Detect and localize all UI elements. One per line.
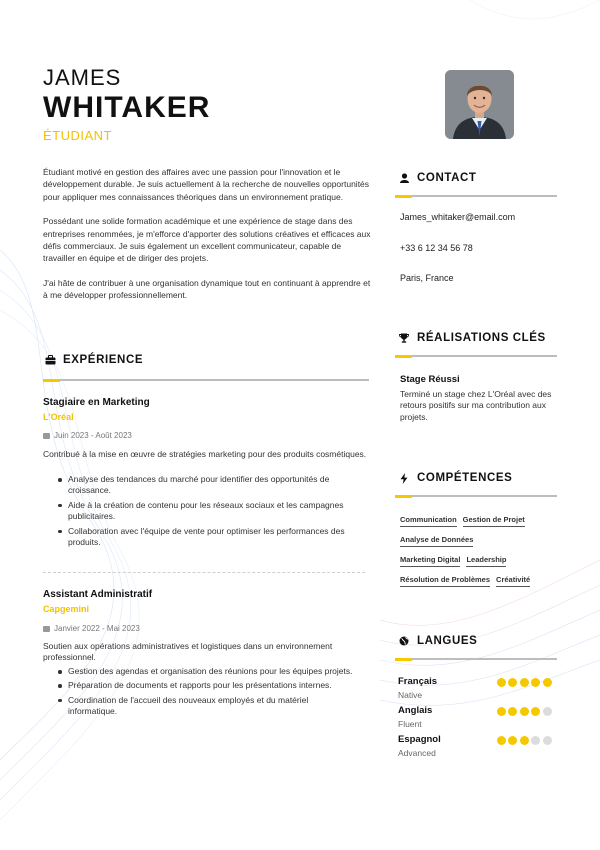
list-item: Analyse des tendances du marché pour identifier des opportunités de croissance. bbox=[52, 474, 357, 497]
calendar-icon bbox=[43, 433, 50, 439]
rating-dot bbox=[520, 707, 529, 716]
list-item: Collaboration avec l'équipe de vente pour optimiser les performances des produits. bbox=[52, 526, 357, 549]
job-2-bullets bbox=[52, 666, 357, 721]
achievement-title: Stage Réussi bbox=[400, 374, 460, 385]
profile-photo bbox=[445, 70, 514, 139]
language-level: Advanced bbox=[398, 748, 436, 758]
rating-dot bbox=[508, 707, 517, 716]
job-2-description: Soutien aux opérations administratives et logistiques dans un environnement professionnel. bbox=[43, 641, 333, 663]
language-rating bbox=[497, 678, 552, 687]
achievement-description: Terminé un stage chez L'Oréal avec des retours positifs sur ma contribution aux projets. bbox=[400, 389, 552, 422]
rating-dot bbox=[508, 678, 517, 687]
job-2-company: Capgemini bbox=[43, 604, 90, 614]
job-1-description: Contribué à la mise en œuvre de stratégies marketing pour des produits cosmétiques. bbox=[43, 449, 367, 459]
rating-dot bbox=[531, 707, 540, 716]
summary-paragraph: J'ai hâte de contribuer à une organisation dynamique tout en continuant à apprendre et à me développer professionnellement. bbox=[43, 277, 371, 301]
job-1-dates-text: Juin 2023 - Août 2023 bbox=[54, 431, 132, 440]
summary-paragraph: Possédant une solide formation académique et une expérience de stage dans des entreprises renommées, je m'efforce d'apporter des solutions créatives et efficaces aux défis commerciaux. Je suis également un excellent communicateur, capable de travailler en équipe et de diriger des projets. bbox=[43, 216, 371, 264]
skills-list bbox=[400, 515, 560, 595]
first-name: JAMES bbox=[43, 65, 122, 90]
job-1-dates bbox=[43, 431, 132, 440]
list-item: Coordination de l'accueil des nouveaux employés et du matériel informatique. bbox=[52, 695, 357, 718]
rating-dot bbox=[520, 736, 529, 745]
profile-summary bbox=[43, 166, 373, 314]
language-level: Fluent bbox=[398, 719, 422, 729]
list-item: Gestion des agendas et organisation des réunions pour les équipes projets. bbox=[52, 666, 357, 677]
user-icon bbox=[397, 173, 411, 183]
rating-dot bbox=[531, 678, 540, 687]
location-text: Paris, France bbox=[400, 273, 454, 283]
achievements-heading-text: RÉALISATIONS CLÉS bbox=[417, 332, 546, 344]
skill-tag: Leadership bbox=[466, 555, 506, 567]
job-title: ÉTUDIANT bbox=[43, 128, 112, 143]
language-name: Anglais bbox=[398, 705, 433, 716]
languages-rule bbox=[395, 658, 557, 660]
contact-heading-text: CONTACT bbox=[417, 172, 477, 184]
job-2-title: Assistant Administratif bbox=[43, 589, 153, 600]
briefcase-icon bbox=[43, 355, 57, 365]
rating-dot bbox=[531, 736, 540, 745]
skill-tag: Marketing Digital bbox=[400, 555, 460, 567]
skill-tag: Résolution de Problèmes bbox=[400, 575, 490, 587]
achievements-rule bbox=[395, 355, 557, 357]
trophy-icon bbox=[397, 333, 411, 343]
rating-dot bbox=[543, 678, 552, 687]
list-item: Aide à la création de contenu pour les réseaux sociaux et les campagnes publicitaires. bbox=[52, 500, 357, 523]
job-1-bullets bbox=[52, 474, 357, 551]
contact-heading bbox=[397, 172, 477, 184]
language-level: Native bbox=[398, 690, 423, 700]
experience-rule bbox=[43, 379, 369, 381]
job-separator bbox=[43, 572, 365, 573]
calendar-icon bbox=[43, 626, 50, 632]
contact-rule bbox=[395, 195, 557, 197]
skill-tag: Communication bbox=[400, 515, 457, 527]
languages-heading bbox=[397, 635, 477, 647]
skills-heading-text: COMPÉTENCES bbox=[417, 472, 513, 484]
email-text[interactable]: James_whitaker@email.com bbox=[400, 212, 516, 222]
language-rating bbox=[497, 707, 552, 716]
last-name: WHITAKER bbox=[43, 91, 211, 124]
rating-dot bbox=[497, 678, 506, 687]
globe-icon bbox=[397, 636, 411, 646]
rating-dot bbox=[497, 736, 506, 745]
summary-paragraph: Étudiant motivé en gestion des affaires avec une passion pour l'innovation et le développement durable. Je suis actuellement à la recherche de nouvelles opportunités pour appliquer mes connaissances théoriques dans un environnement pratique. bbox=[43, 167, 370, 202]
skill-tag: Analyse de Données bbox=[400, 535, 473, 547]
rating-dot bbox=[508, 736, 517, 745]
job-2-dates-text: Janvier 2022 - Mai 2023 bbox=[54, 624, 140, 633]
skills-heading bbox=[397, 472, 512, 484]
rating-dot bbox=[543, 707, 552, 716]
skills-rule bbox=[395, 495, 557, 497]
experience-heading-text: EXPÉRIENCE bbox=[63, 354, 144, 366]
achievements-heading bbox=[397, 332, 546, 344]
languages-heading-text: LANGUES bbox=[417, 635, 478, 647]
language-rating bbox=[497, 736, 552, 745]
job-2-dates bbox=[43, 624, 140, 633]
job-1-title: Stagiaire en Marketing bbox=[43, 397, 150, 408]
skill-tag: Gestion de Projet bbox=[463, 515, 525, 527]
language-name: Français bbox=[398, 676, 438, 687]
rating-dot bbox=[543, 736, 552, 745]
skill-tag: Créativité bbox=[496, 575, 530, 587]
language-name: Espagnol bbox=[398, 734, 441, 745]
list-item: Préparation de documents et rapports pour les présentations internes. bbox=[52, 680, 357, 691]
lightning-icon bbox=[397, 473, 411, 484]
rating-dot bbox=[497, 707, 506, 716]
job-1-company: L'Oréal bbox=[43, 412, 74, 422]
rating-dot bbox=[520, 678, 529, 687]
phone-text[interactable]: +33 6 12 34 56 78 bbox=[400, 243, 473, 253]
experience-heading bbox=[43, 354, 143, 366]
